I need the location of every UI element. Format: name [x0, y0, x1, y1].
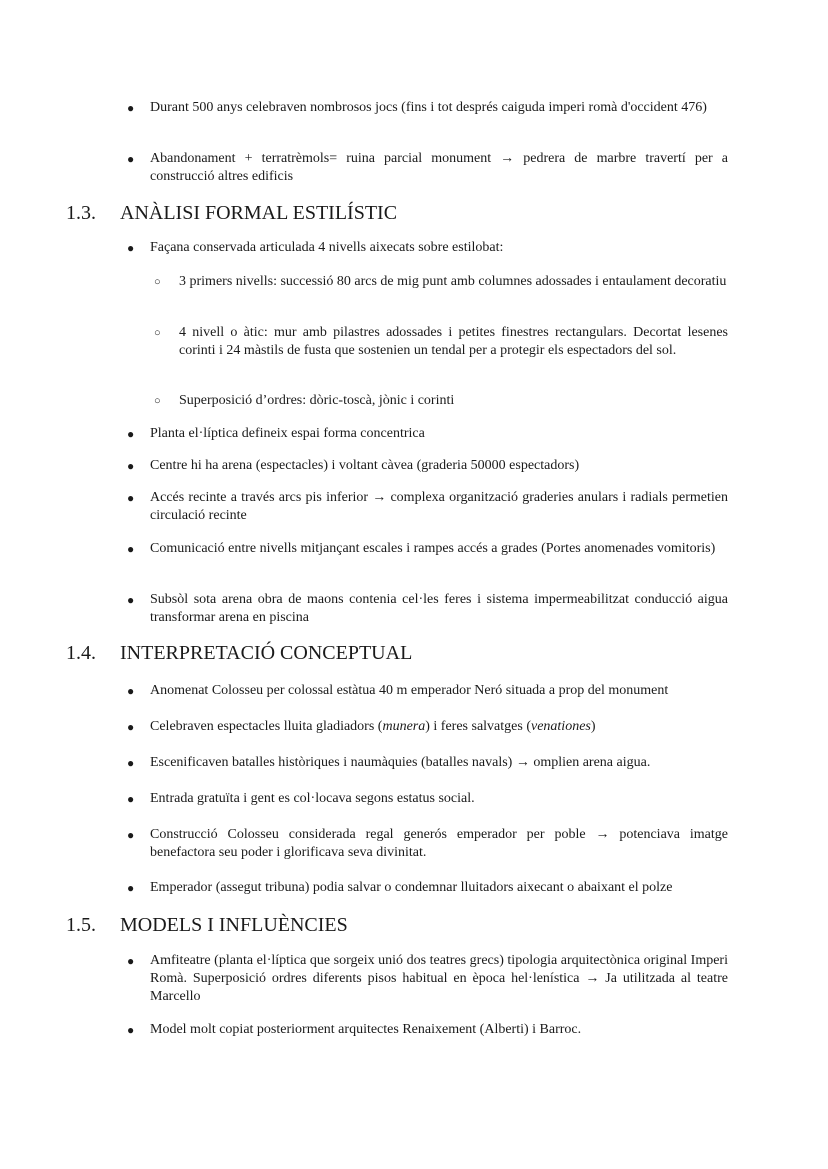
text-segment: ) [590, 719, 596, 734]
list-item [127, 790, 728, 808]
bullet-icon: ● [127, 954, 135, 968]
list-item [127, 591, 728, 627]
bullet-icon: ● [127, 542, 135, 556]
bullet-icon: ● [127, 720, 135, 734]
bullet-icon: ● [127, 593, 135, 607]
circle-bullet-icon: ○ [154, 327, 161, 339]
list-item-text: Construcció Colosseu considerada regal generós emperador per poble → potenciava imatge benefactora seu poder i glorificava seva divinitat. [150, 827, 728, 860]
bullet-icon: ● [127, 152, 135, 166]
section-number: 1.3. [66, 202, 96, 224]
section-heading-1-4 [66, 641, 412, 665]
list-item [127, 826, 728, 862]
bullet-icon: ● [127, 459, 135, 473]
section-number: 1.4. [66, 642, 96, 664]
text-segment: Celebraven espectacles lluita gladiadors ( [150, 719, 383, 734]
list-item-text [150, 719, 596, 734]
list-item-text: Accés recinte a través arcs pis inferior → complexa organització graderies anulars i radials permetien circulació recinte [150, 490, 728, 523]
list-item-text: Comunicació entre nivells mitjançant escales i rampes accés a grades (Portes anomenades vomitoris) [150, 541, 716, 556]
circle-bullet-icon: ○ [154, 276, 161, 288]
section-title: INTERPRETACIÓ CONCEPTUAL [120, 642, 413, 664]
list-item-text: Escenificaven batalles històriques i naumàquies (batalles navals) → omplien arena aigua. [150, 755, 651, 770]
text-segment: ) i feres salvatges ( [425, 719, 531, 734]
list-item [127, 99, 728, 117]
list-item [127, 540, 728, 558]
section-heading-1-3 [66, 201, 397, 225]
list-item-text: Amfiteatre (planta el·líptica que sorgeix unió dos teatres grecs) tipologia arquitectònica original Imperi Romà. Superposició ordres diferents pisos habitual en època hel·lenística → Ja utilitzada al teatre Marcello [150, 953, 728, 1004]
section-number: 1.5. [66, 914, 96, 936]
list-item-text: Emperador (assegut tribuna) podia salvar o condemnar lluitadors aixecant o abaixant el polze [150, 880, 673, 895]
circle-bullet-icon: ○ [154, 395, 161, 407]
bullet-icon: ● [127, 684, 135, 698]
list-item [127, 489, 728, 525]
list-item-text: Model molt copiat posteriorment arquitectes Renaixement (Alberti) i Barroc. [150, 1022, 582, 1037]
list-item-text: 4 nivell o àtic: mur amb pilastres adossades i petites finestres rectangulars. Decortat lesenes corinti i 24 màstils de fusta que sostenien un tendal per a protegir els espectadors del sol. [179, 325, 728, 358]
list-item-text: Planta el·líptica defineix espai forma concentrica [150, 426, 425, 441]
bullet-icon: ● [127, 101, 135, 115]
list-item [127, 682, 728, 700]
sub-list-item [154, 273, 728, 291]
list-item-text: Anomenat Colosseu per colossal estàtua 40 m emperador Neró situada a prop del monument [150, 683, 669, 698]
italic-term: munera [382, 719, 426, 734]
list-item-text: Centre hi ha arena (espectacles) i voltant càvea (graderia 50000 espectadors) [150, 458, 580, 473]
bullet-icon: ● [127, 427, 135, 441]
section-title: ANÀLISI FORMAL ESTILÍSTIC [120, 202, 398, 224]
bullet-icon: ● [127, 792, 135, 806]
bullet-icon: ● [127, 756, 135, 770]
list-item-text: Superposició d’ordres: dòric-toscà, jònic i corinti [179, 393, 455, 408]
list-item-text: Entrada gratuïta i gent es col·locava segons estatus social. [150, 791, 475, 806]
sub-list-item [154, 392, 728, 410]
list-item [127, 952, 728, 1006]
list-item [127, 879, 728, 897]
italic-term: venationes [530, 719, 591, 734]
bullet-icon: ● [127, 241, 135, 255]
list-item [127, 150, 728, 186]
sub-list-item [154, 324, 728, 360]
list-item [127, 239, 728, 257]
bullet-icon: ● [127, 881, 135, 895]
bullet-icon: ● [127, 828, 135, 842]
bullet-icon: ● [127, 491, 135, 505]
list-item-text: 3 primers nivells: successió 80 arcs de mig punt amb columnes adossades i entaulament decoratiu [179, 274, 727, 289]
list-item [127, 718, 728, 736]
list-item-text: Durant 500 anys celebraven nombrosos jocs (fins i tot després caiguda imperi romà d'occident 476) [150, 100, 707, 115]
list-item [127, 1021, 728, 1039]
bullet-icon: ● [127, 1023, 135, 1037]
list-item [127, 754, 728, 772]
list-item [127, 425, 728, 443]
section-heading-1-5 [66, 913, 348, 937]
list-item-text: Abandonament + terratrèmols= ruina parcial monument → pedrera de marbre travertí per a construcció altres edificis [150, 151, 728, 184]
section-title: MODELS I INFLUÈNCIES [120, 914, 348, 936]
list-item [127, 457, 728, 475]
list-item-text: Façana conservada articulada 4 nivells aixecats sobre estilobat: [150, 240, 504, 255]
list-item-text: Subsòl sota arena obra de maons contenia cel·les feres i sistema impermeabilitzat conducció aigua transformar arena en piscina [150, 592, 728, 625]
